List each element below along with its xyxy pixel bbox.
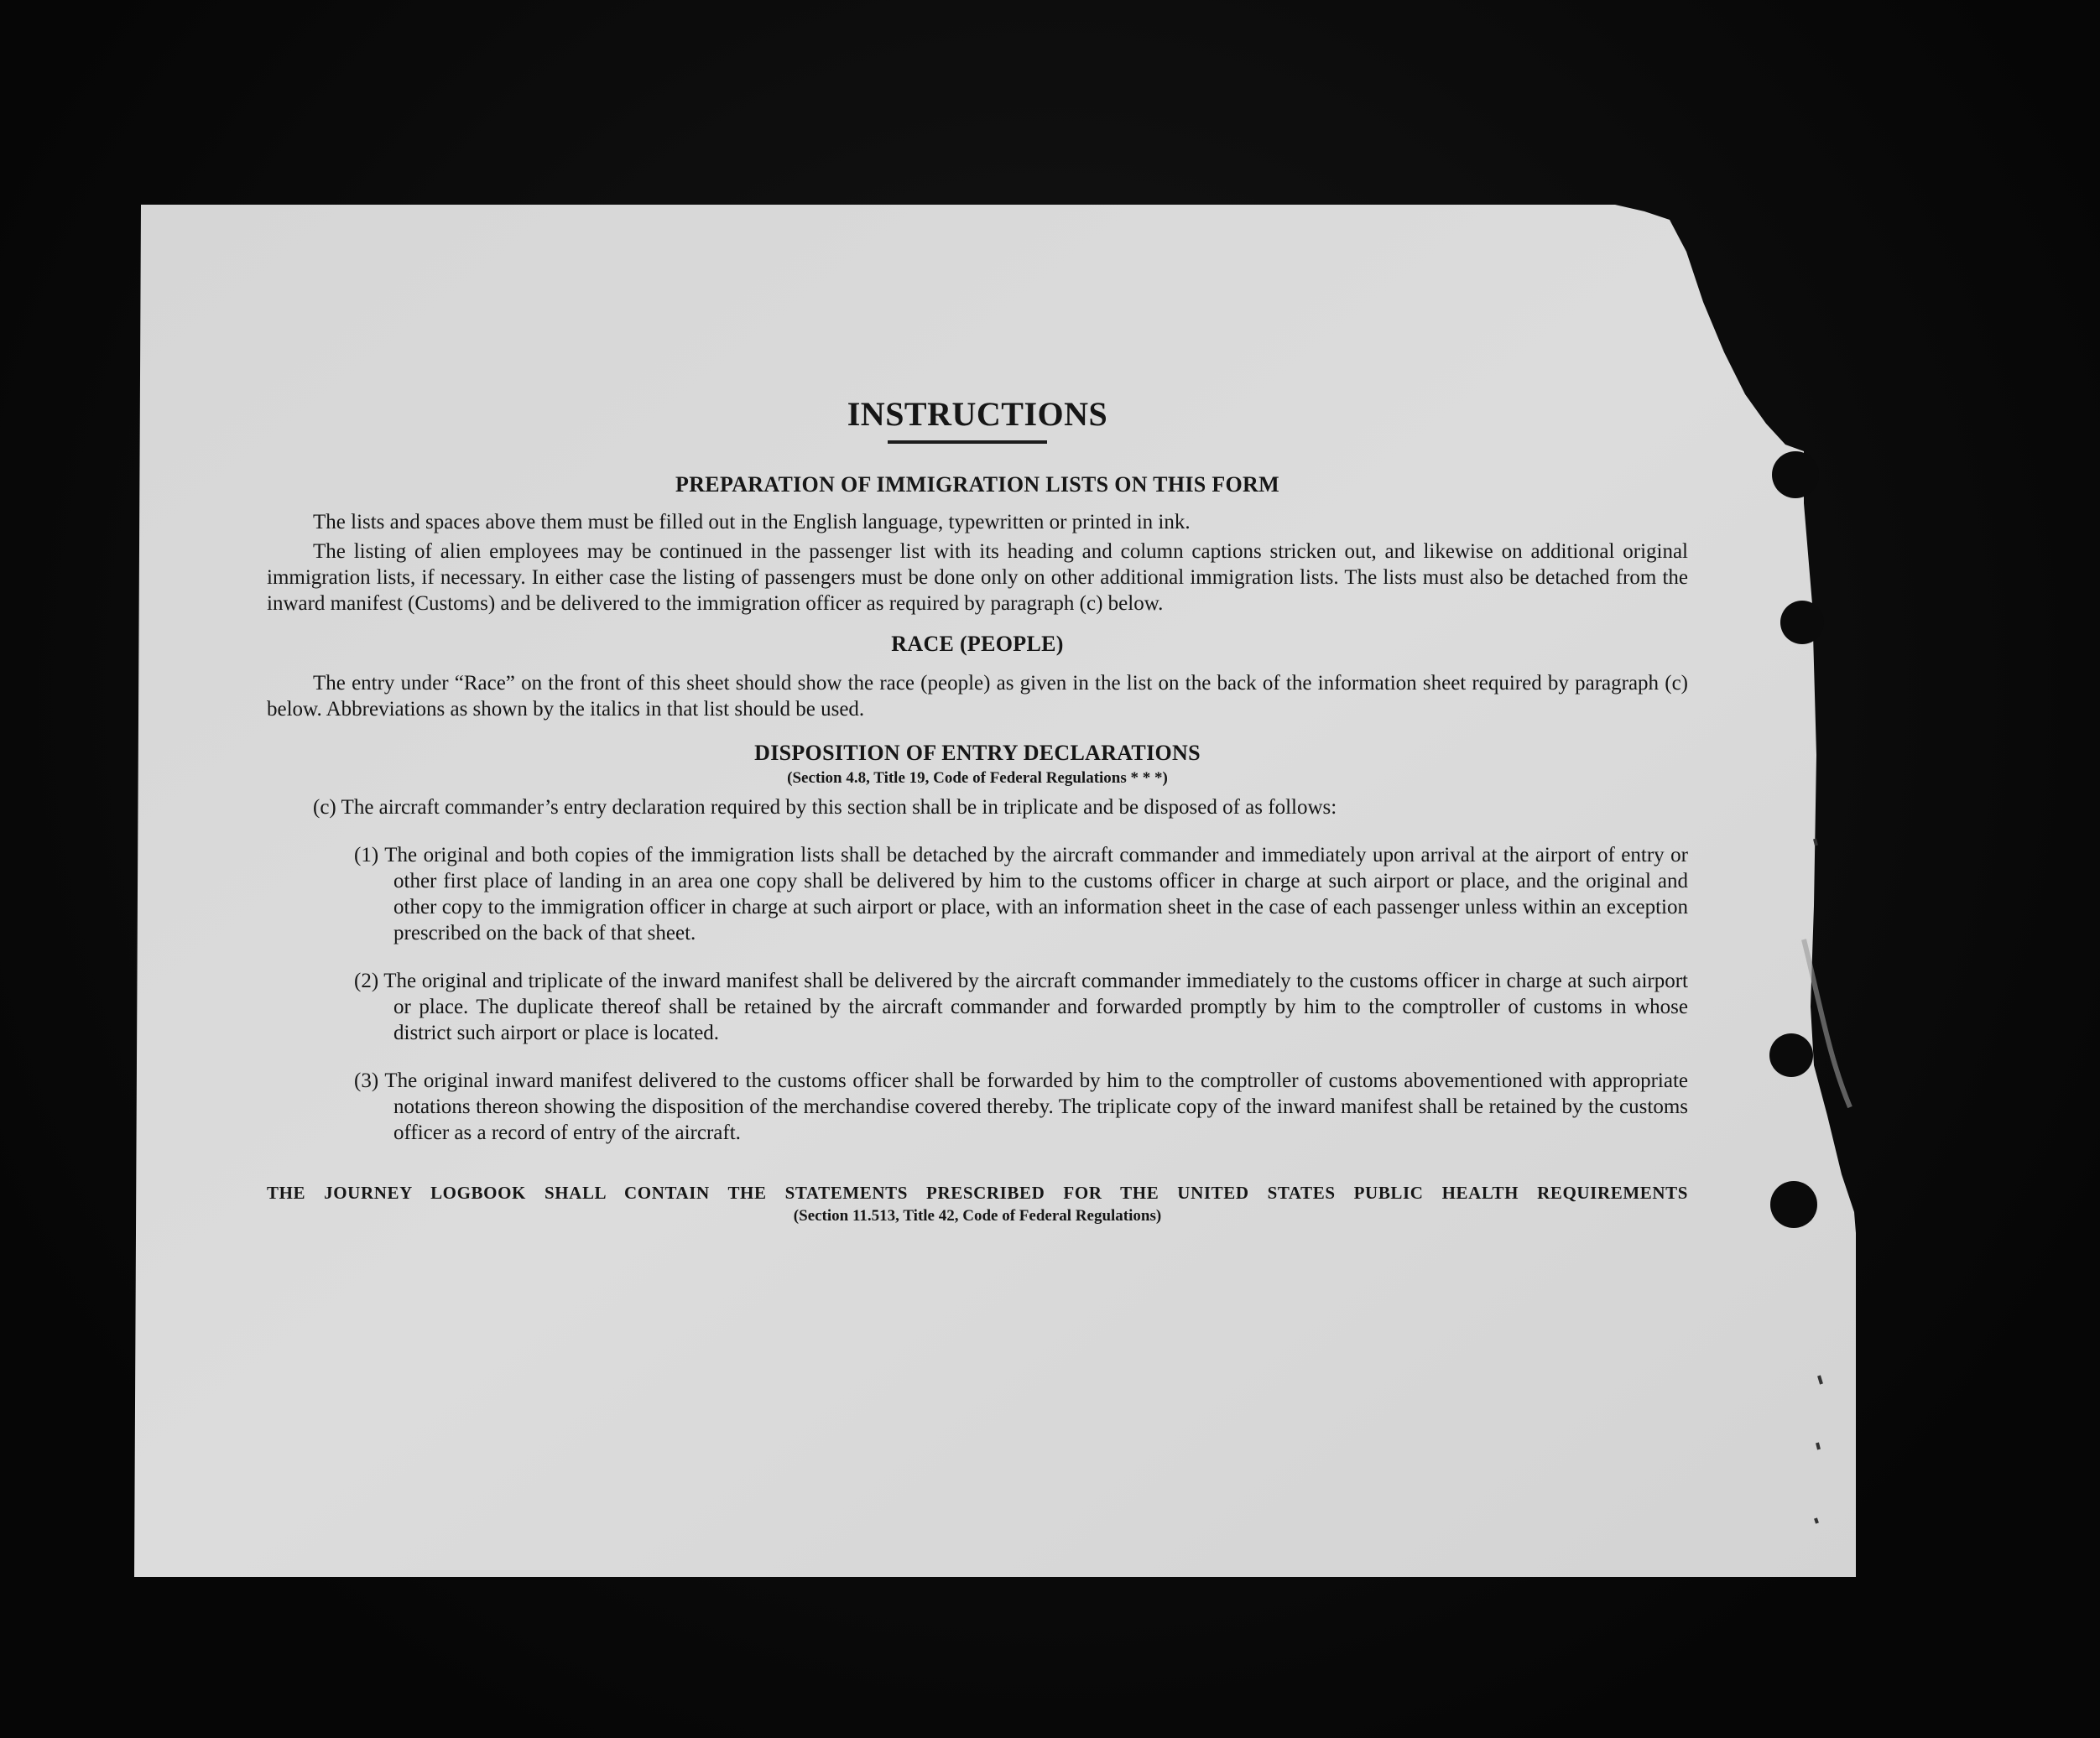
disposition-citation: (Section 4.8, Title 19, Code of Federal Regulations * * *) [787, 769, 1168, 787]
preparation-heading: PREPARATION OF IMMIGRATION LISTS ON THIS FORM [675, 472, 1279, 497]
punch-hole-2 [1780, 601, 1824, 644]
preparation-paragraph-1: The lists and spaces above them must be filled out in the English language, typewritten or printed in ink. [313, 511, 1191, 533]
punch-hole-4 [1770, 1181, 1817, 1228]
disposition-heading: DISPOSITION OF ENTRY DECLARATIONS [754, 741, 1201, 765]
footer-heading: THE JOURNEY LOGBOOK SHALL CONTAIN THE STATEMENTS PRESCRIBED FOR THE UNITED STATES PUBLIC HEALTH REQUIREMENTS [267, 1183, 1688, 1203]
punch-hole-1 [1772, 451, 1819, 498]
disposition-item-3: (3) The original inward manifest delivered to the customs officer shall be forwarded by him to the comptroller of customs abovementioned with appropriate notations thereon showing the disposition of the merchandise covered thereby. The triplicate copy of the inward manifest shall be retained by the customs officer as a record of entry of the aircraft. [354, 1069, 1688, 1144]
disposition-item-2: (2) The original and triplicate of the inward manifest shall be delivered by the aircraft commander immediately to the customs officer in charge at such airport or place. The duplicate thereof shall be retained by the aircraft commander and forwarded promptly by him to the comptroller of customs in whose district such airport or place is located. [354, 970, 1688, 1044]
disposition-item-1: (1) The original and both copies of the immigration lists shall be detached by the aircraft commander and immediately upon arrival at the airport of entry or other first place of landing in an area one copy shall be delivered by him to the customs officer in charge at such airport or place, and the original and other copy to the immigration officer in charge at such airport or place, with an information sheet in the case of each passenger unless within an exception prescribed on the back of that sheet. [354, 844, 1688, 944]
footer-citation: (Section 11.513, Title 42, Code of Federal Regulations) [793, 1207, 1162, 1225]
page-title: INSTRUCTIONS [847, 395, 1108, 433]
race-paragraph: The entry under “Race” on the front of this sheet should show the race (people) as given in the list on the back of the information sheet required by paragraph (c) below. Abbreviations as shown by the italics in that list should be used. [267, 672, 1688, 721]
race-heading: RACE (PEOPLE) [891, 632, 1064, 656]
preparation-paragraph-2: The listing of alien employees may be continued in the passenger list with its heading and column captions stricken out, and likewise on additional original immigration lists, if necessary. In either case the listing of passengers must be done only on other additional immigration lists. The lists must also be detached from the inward manifest (Customs) and be delivered to the immigration officer as required by paragraph (c) below. [267, 540, 1688, 615]
disposition-intro: (c) The aircraft commander’s entry declaration required by this section shall be in triplicate and be disposed of as follows: [313, 796, 1337, 819]
instructions-content [267, 394, 1688, 1225]
punch-hole-3 [1769, 1033, 1813, 1077]
